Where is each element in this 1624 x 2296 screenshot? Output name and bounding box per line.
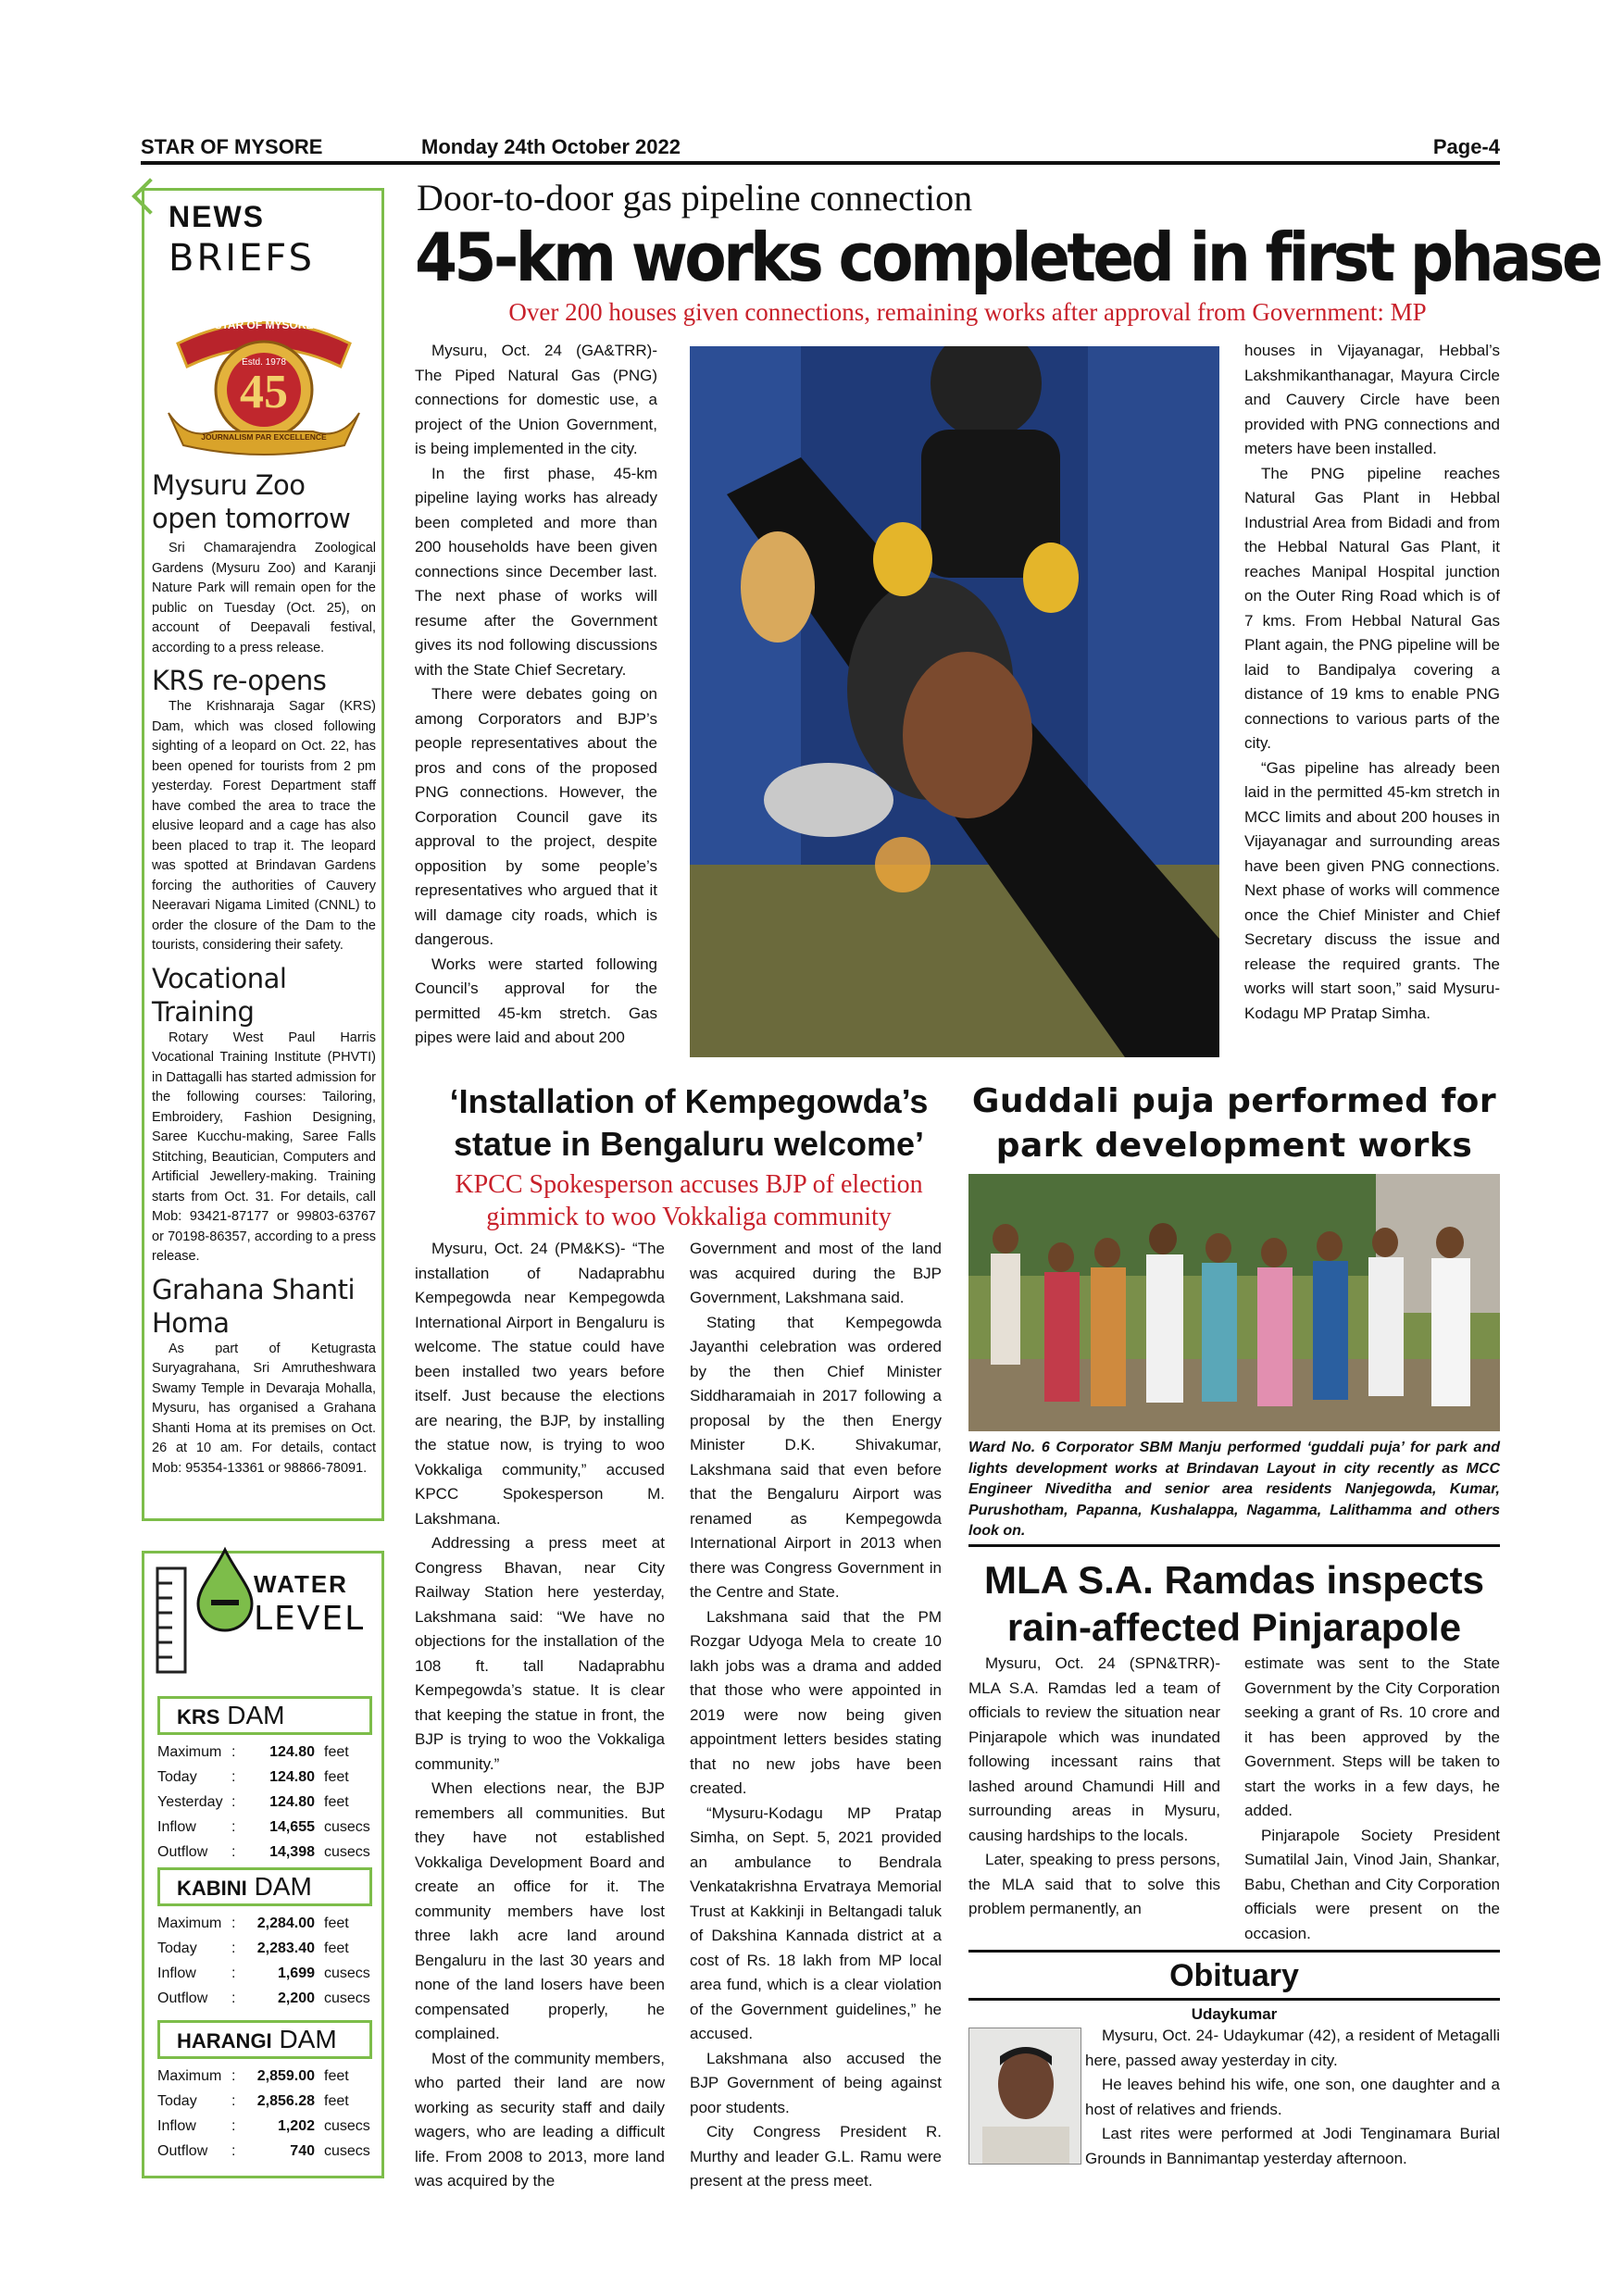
dam-row: Today : 2,856.28 feet: [157, 2093, 349, 2109]
page-header: [141, 133, 1500, 165]
water-title-1: WATER: [254, 1570, 348, 1598]
lead-headline: 45-km works completed in first phase: [415, 218, 1601, 296]
dam-harangi: [157, 2020, 372, 2165]
kempegowda-headline: ‘Installation of Kempegowda’s statue in Bengaluru welcome’: [449, 1082, 929, 1163]
logo-ribbon: JOURNALISM PAR EXCELLENCE: [201, 432, 327, 442]
dam-row: Maximum : 2,859.00 feet: [157, 2068, 349, 2084]
pipeline-welding-photo: [690, 346, 1219, 1057]
logo-number: 45: [240, 366, 288, 418]
dam-title: KABINI DAM: [157, 1867, 372, 1906]
dam-kabini: [157, 1867, 372, 2012]
dam-table: [157, 2059, 372, 2165]
dam-krs: [157, 1696, 372, 1866]
lead-subhead: Over 200 houses given connections, remaining works after approval from Government: MP: [508, 298, 1427, 326]
dam-row: Outflow : 14,398 cusecs: [157, 1844, 370, 1860]
lead-kicker: Door-to-door gas pipeline connection: [417, 177, 973, 218]
dam-title: KRS DAM: [157, 1696, 372, 1735]
dam-row: Maximum : 124.80 feet: [157, 1744, 349, 1760]
ramdas-headline: MLA S.A. Ramdas inspects rain-affected Pinjarapole: [984, 1558, 1484, 1649]
dam-row: Inflow : 1,202 cusecs: [157, 2118, 370, 2134]
dam-table: [157, 1906, 372, 2012]
water-title-2: LEVEL: [254, 1600, 366, 1638]
lead-col-1: Mysuru, Oct. 24 (GA&TRR)- The Piped Natural Gas (PNG) connections for domestic use, a project of the Union Government, is being implemented in the city. In the first phase, 45-km pipeline laying works has already been completed and more than 200 households have been given connections since December last. The next phase of works will resume after the Government gives its nod following discussions with the State Chief Secretary. There were debates going on among Corporators and BJP’s people representatives about the pros and cons of the proposed PNG connections. However, the Corporation Council gave its approval to the project, despite opposition by some people’s representatives who argued that it will damage city roads, which is dangerous. Works were started following Council’s approval for the permitted 45-km stretch. Gas pipes were laid and about 200: [415, 342, 657, 1046]
dam-row: Outflow : 740 cusecs: [157, 2143, 370, 2159]
ramdas-col-2: estimate was sent to the State Government by the City Corporation seeking a grant of Rs. 10 crore and it has been approved by the Government. Steps will be taken to start the works in a few days, he added. Pinjarapole Society President Sumatilal Jain, Vinod Jain, Shankar, Babu, Chethan and City Corporation officials were present on the occasion.: [1244, 1654, 1500, 1942]
kempegowda-col-1: Mysuru, Oct. 24 (PM&KS)- “The installation of Nadaprabhu Kempegowda near Kempegowda International Airport in Bengaluru is welcome. The statue could have been installed two years before itself. Just because the elections are nearing, the BJP, by installing the statue now, is trying to woo Vokkaliga community,” accused KPCC Spokesperson M. Lakshmana. Addressing a press meet at Congress Bhavan, near City Railway Station here yesterday, Lakshmana said: “We have no objections for the installation of the 108 ft. tall Nadaprabhu Kempegowda’s statue. It is clear that keeping the statue in front, the BJP is trying to woo the Vokkaliga community.” When elections near, the BJP remembers all communities. But they have not established Vokkaliga Development Board and create an office for it. The community members have lost three lakh acre land around Bengaluru in the last 30 years and none of the land losers have been compensated properly, he complained. Most of the community members, who parted their land are now working as security staff and daily wagers, who are leading a difficult life. From 2008 to 2013, more land was acquired by the: [415, 1240, 665, 2190]
brief-heading: Grahana Shanti Homa: [152, 1273, 356, 1339]
obituary-portrait: [968, 2028, 1081, 2165]
brief-heading: KRS re-opens: [152, 665, 327, 696]
brief-item: [152, 1273, 376, 1479]
obituary-text: Mysuru, Oct. 24- Udaykumar (42), a resident of Metagalli here, passed away yesterday in city. He leaves behind his wife, one son, one daughter and a host of relatives and friends. Last rites were performed at Jodi Tenginamara Burial Grounds in Bannimantap yesterday afternoon.: [1085, 2027, 1500, 2167]
paper-name: STAR OF MYSORE: [141, 135, 323, 158]
dam-row: Today : 124.80 feet: [157, 1769, 349, 1785]
guddali-puja-photo: [968, 1174, 1500, 1431]
brief-text: Sri Chamarajendra Zoological Gardens (Mysuru Zoo) and Karanji Nature Park will remain open for the public on Tuesday (Oct. 25), on account of Deepavali festival, according to a press release.: [152, 541, 376, 655]
brief-item: [152, 468, 376, 658]
dam-table: [157, 1735, 372, 1866]
logo-top-text: STAR OF MYSORE: [214, 318, 314, 331]
obituary-rule-top: [968, 1950, 1500, 1953]
obituary-name: Udaykumar: [1191, 2005, 1278, 2023]
brief-text: The Krishnaraja Sagar (KRS) Dam, which was closed following sighting of a leopard on Oct. 22, has been opened for tourists from 2 pm yesterday. Forest Department staff have combed the area to trace the elusive leopard and a cage has also been placed to trap it. The leopard was spotted at Brindavan Gardens forcing the authorities of Cauvery Neeravari Nigama Limited (CNNL) to order the closure of the Dam to the tourists, considering their safety.: [152, 699, 376, 953]
dam-row: Inflow : 1,699 cusecs: [157, 1965, 370, 1981]
brief-heading: Mysuru Zoo open tomorrow: [152, 469, 351, 534]
dam-row: Today : 2,283.40 feet: [157, 1940, 349, 1956]
water-level-box: [142, 1551, 384, 2178]
issue-date: Monday 24th October 2022: [421, 135, 681, 158]
brief-text: Rotary West Paul Harris Vocational Training Institute (PHVTI) in Dattagalli has started admission for the following courses: Tailoring, Embroidery, Fashion Designing, Saree Kucchu-making, Saree Falls Stitching, Beautician, Computers and Artificial Jewellery-making. Training starts from Oct. 31. For details, call Mob: 93421-87177 or 99803-63767 or 70198-86357, according to a press release.: [152, 1029, 376, 1264]
dam-row: Outflow : 2,200 cusecs: [157, 1990, 370, 2006]
guddali-caption: Ward No. 6 Corporator SBM Manju performed ‘guddali puja’ for park and lights development works at Brindavan Layout in city recently as MCC Engineer Niveditha and senior area residents Nanjegowda, Kumar, Purushotham, Papanna, Kushalappa, Nagamma, Lalithamma and others look on.: [968, 1440, 1500, 1539]
dam-row: Maximum : 2,284.00 feet: [157, 1915, 349, 1931]
kempegowda-subhead: KPCC Spokesperson accuses BJP of election gimmick to woo Vokkaliga community: [455, 1170, 923, 1231]
kempegowda-col-2: Government and most of the land was acquired during the BJP Government, Lakshmana said. Stating that Kempegowda Jayanthi celebration was ordered by the then Chief Minister Siddharamaiah in 2017 following a proposal by the then Energy Minister D.K. Shivakumar, Lakshmana said that even before that the Bengaluru Airport was renamed as Kempegowda International Airport in 2013 when there was Congress Government in the Centre and State. Lakshmana said that the PM Rozgar Udyoga Mela to create 10 lakh jobs was a drama and added that those who were appointed in 2019 were now being given appointment letters besides stating that no new jobs have been created. “Mysuru-Kodagu MP Pratap Simha, on Sept. 5, 2021 provided an ambulance to Bendrala Venkatakrishna Ervatraya Memorial Trust at Kakkinji in Beltangadi taluk of Dakshina Kannada district at a cost of Rs. 18 lakh from MP local area fund, which is a clear violation of the Government guidelines,” he accused. Lakshmana also accused the BJP Government of being against poor students. City Congress President R. Murthy and leader G.L. Ramu were present at the press meet.: [690, 1240, 942, 2190]
ramdas-col-1: Mysuru, Oct. 24 (SPN&TRR)- MLA S.A. Ramdas led a team of officials to review the situation near Pinjarapole which was inundated following incessant rains that lashed around Chamundi Hill and surrounding areas in Mysuru, causing hardships to the locals. Later, speaking to press persons, the MLA said that to solve this problem permanently, an: [968, 1654, 1220, 1917]
brief-text: As part of Ketugrasta Suryagrahana, Sri Amrutheshwara Swamy Temple in Devaraja Mohalla, Mysuru, has organised a Grahana Shanti Homa at its premises on Oct. 26 at 10 am. For details, contact Mob: 95354-13361 or 98866-78091.: [152, 1341, 376, 1476]
gauge-icon: [152, 1565, 193, 1674]
guddali-headline: Guddali puja performed for park development works: [971, 1082, 1497, 1165]
obituary-rule-bottom: [968, 1998, 1500, 2001]
brief-heading: Vocational Training: [152, 962, 287, 1028]
briefs-title-briefs: BRIEFS: [169, 237, 315, 280]
dam-row: Yesterday : 124.80 feet: [157, 1794, 349, 1810]
briefs-list: [152, 468, 376, 1479]
logo-estd: Estd. 1978: [242, 357, 286, 368]
dam-title: HARANGI DAM: [157, 2020, 372, 2059]
divider: [968, 1544, 1500, 1547]
brief-item: [152, 664, 376, 956]
page-number: Page-4: [1432, 135, 1500, 158]
news-briefs-box: [142, 188, 384, 1521]
briefs-title-news: NEWS: [169, 200, 265, 233]
lead-col-2: houses in Vijayanagar, Hebbal’s Lakshmikanthanagar, Mayura Circle and Cauvery Circle have been provided with PNG connections and meters have been installed. The PNG pipeline reaches Natural Gas Plant in Hebbal Industrial Area from Bidadi and from the Hebbal Natural Gas Plant, it reaches Manipal Hospital junction on the Outer Ring Road which is of 7 kms. From Hebbal Natural Gas Plant again, the PNG pipeline will be laid to Bandipalya covering a distance of 19 kms to enable PNG connections to various parts of the city. “Gas pipeline has already been laid in the permitted 45-km stretch in MCC limits and about 200 houses in Vijayanagar and surrounding areas have been given PNG connections. Next phase of works will commence once the Chief Minister and Chief Secretary discuss the issue and release the required grants. The works will start soon,” said Mysuru-Kodagu MP Pratap Simha.: [1244, 342, 1500, 1022]
dam-row: Inflow : 14,655 cusecs: [157, 1819, 370, 1835]
brief-item: [152, 962, 376, 1267]
corner-arrow-icon: [131, 178, 169, 215]
anniversary-logo: [159, 302, 369, 459]
water-drop-icon: [194, 1546, 256, 1633]
obituary-title: Obituary: [1169, 1958, 1299, 1993]
